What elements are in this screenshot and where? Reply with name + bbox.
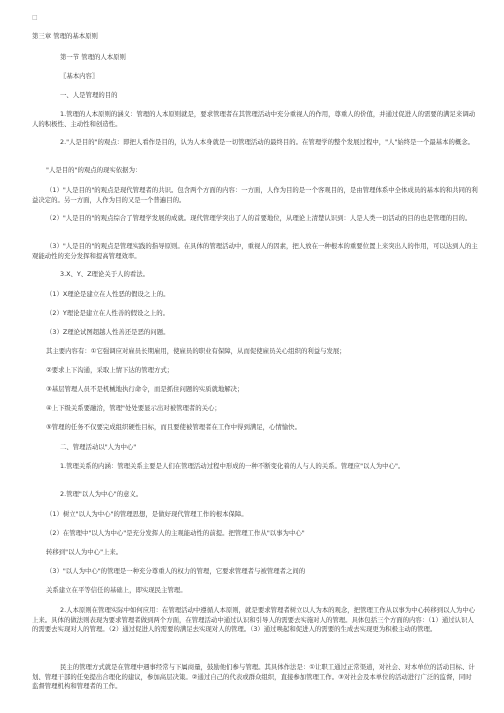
paragraph: （3）"人是目的"的观点是管理实践的指导原则。在具体的管理活动中，重视人的因素，把人放在一种根本的重要位置上来突出人的作用，可以达到人的主观能动性的充分发挥和提高管理效率。 (32, 242, 478, 260)
paragraph: （1）"人是目的"的观点是现代管理者的共识。包含两个方面的内容：一方面，人作为目的是一个客观目的，是由管理体系中全体成员的基本的和共同的利益决定的。另一方面，人作为目的又是一个普遍目的。 (32, 186, 478, 204)
chapter-title: 第三章 管理的基本原则 (32, 32, 98, 40)
paragraph: （1）树立"以人为中心"的管理思想，是做好现代管理工作的根本保障。 (46, 510, 248, 518)
paragraph: "人是目的"的观点的现实依据为： (46, 166, 142, 174)
paragraph: 其主要内容有：①它强调应对雇员长期雇用，使雇员的职业有保障，从而促使雇员关心组织的利益与发展； (46, 347, 346, 355)
paragraph: 1.管理关系的内涵：管理关系主要是人们在管理活动过程中形成的一种不断变化着的人与人的关系。管理应"以人为中心"。 (60, 462, 405, 470)
paragraph: （3）Z理论试图超越人性善还是恶的问题。 (46, 328, 170, 336)
paragraph: （2）在管理中"以人为中心"是充分发挥人的主观能动性的前提。把管理工作从"以事为中心" (46, 529, 305, 537)
paragraph: 3.X、Y、Z理论关于人的看法。 (60, 270, 150, 278)
paragraph: （3）"以人为中心"的管理是一种充分尊重人的权力的管理，它要求管理者与被管理者之间的 (46, 567, 306, 575)
paragraph: ⑤管理的任务不仅要完成组织硬性目标，而且要使被管理者在工作中得到满足，心情愉快。 (46, 423, 301, 431)
section-title: 第一节 管理的人本原则 (60, 53, 126, 61)
heading-2: 二、管理活动以"人为中心" (60, 443, 137, 451)
paragraph: 2.管理"以人为中心"的意义。 (60, 490, 143, 498)
paragraph: 转移到"以人为中心"上来。 (46, 548, 123, 556)
paragraph: （2）"人是目的"的观点综合了管理学发展的成就。现代管理学突出了人的首要地位，从理论上清楚认识到：人是人类一切活动的目的也是管理的目的。 (46, 214, 472, 222)
paragraph: 关系建立在平等信任的基础上，即实现民主管理。 (46, 586, 187, 594)
paragraph: ②要求上下沟通，采取上情下达的管理方式； (46, 366, 174, 374)
paragraph: 1.管理的人本原则的涵义：管理的人本原则就是，要求管理者在其管理活动中充分重视人的作用，尊重人的价值，并通过促进人的需要的满足来调动人的积极性、主动性和创造性。 (32, 110, 476, 128)
paragraph: 2.人本原则在管理实际中如何应用：在管理活动中遵循人本原则，就是要求管理者树立以人为本的观念，把管理工作从以事为中心转移到以人为中心上来。具体的做法则表现为要求管理者做到两个方面，在管理活动中通过认识和引导人的需要去实施对人的管理。具体包括三个方面的内容：（1）通过认识人的需要去实现对人的管理。（2）通过促进人的需要的满足去实现对人的管理。（3）通过唤起和促进人的需要的生成去实现更为积极主动的管理。 (32, 606, 476, 633)
paragraph: ④上下级关系要融洽，管理"处处要显示出对被管理者的关心； (46, 404, 221, 412)
page-marker: □ (32, 14, 38, 21)
paragraph: 2."人是目的"的观点：即把人看作是目的，认为人本身就是一切管理活动的最终目的。在管理学的整个发展过程中，"人"始终是一个最基本的概念。 (60, 138, 475, 146)
paragraph: （2）Y理论是建立在人性善的假设之上的。 (46, 309, 169, 317)
heading-1: 一、人是管理的目的 (60, 91, 118, 99)
content-label: 〖基本内容〗 (60, 72, 99, 80)
paragraph: （1）X理论是建立在人性恶的假设之上的。 (46, 290, 170, 298)
paragraph: 民主的管理方式就是在管理中遇事经常与下属商量，鼓励他们参与管理。其具体作法是：①让职工通过正常渠道，对社会、对本单位的活动目标、计划、管理干部的任免提出合理化的建议，参加高层决策。②通过自己的代表或群众组织，直接参加管理工作。③对社会及本单位的活动进行广泛的监督，同时监督管理机构和管理者的工作。 (32, 663, 475, 690)
paragraph: ③基层管理人员不是机械地执行命令，而是抓住问题的实质就地解决； (46, 385, 244, 393)
